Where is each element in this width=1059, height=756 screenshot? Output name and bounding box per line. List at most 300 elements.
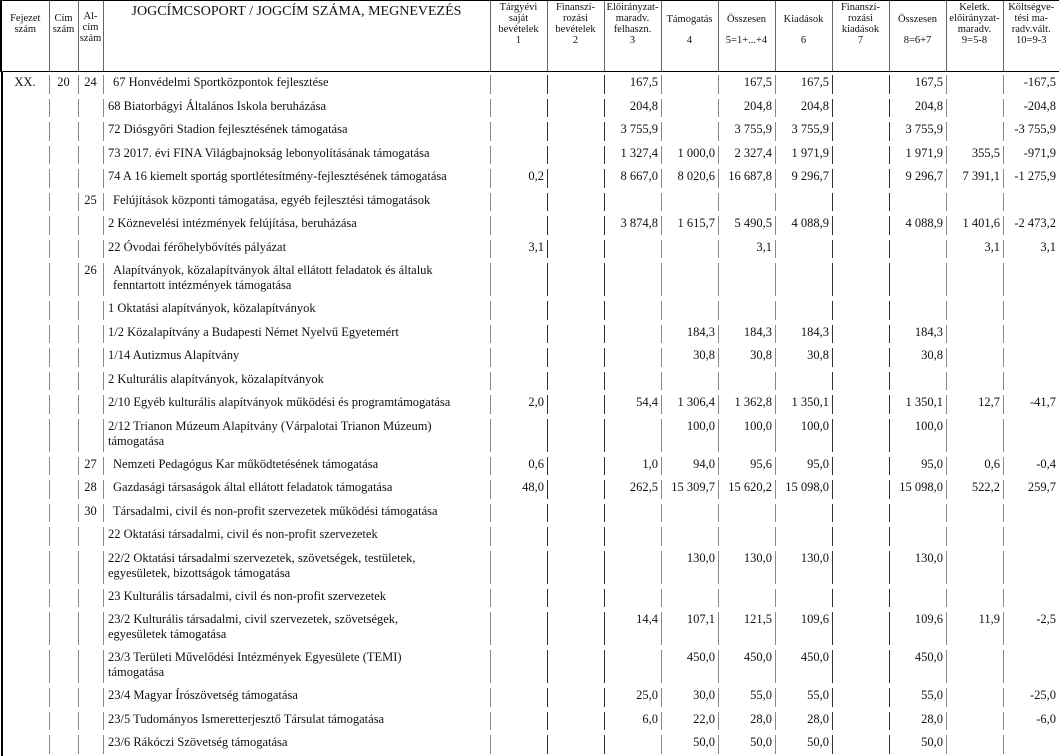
- value-cell-4: [661, 260, 718, 298]
- cim-cell: [49, 345, 78, 369]
- cim-cell: [49, 647, 78, 685]
- value-cell-5: 1 362,8: [718, 392, 775, 416]
- value-cell-8: 15 098,0: [889, 477, 946, 501]
- value-cell-2: [547, 586, 604, 610]
- value-cell-2: [547, 166, 604, 190]
- alcim-cell: 26: [78, 260, 103, 298]
- value-cell-8: 30,8: [889, 345, 946, 369]
- value-cell-7: [832, 345, 889, 369]
- table-body: [1, 72, 1059, 756]
- value-cell-2: [547, 416, 604, 454]
- value-cell-4: 30,0: [661, 685, 718, 709]
- fejezet-cell: [1, 96, 49, 120]
- header-col-8: [889, 1, 946, 72]
- value-cell-2: [547, 298, 604, 322]
- table-row: [1, 119, 1059, 143]
- value-cell-6: 50,0: [775, 732, 832, 756]
- value-cell-6: [775, 524, 832, 548]
- table-row: [1, 345, 1059, 369]
- value-cell-6: 15 098,0: [775, 477, 832, 501]
- value-cell-1: [490, 647, 547, 685]
- value-cell-9: [946, 416, 1003, 454]
- value-cell-9: [946, 72, 1003, 96]
- name-cell: 1/14 Autizmus Alapítvány: [103, 345, 490, 369]
- header-col-7: [832, 1, 889, 72]
- value-cell-5: [718, 190, 775, 214]
- table-header: [1, 1, 1059, 72]
- value-cell-4: 100,0: [661, 416, 718, 454]
- fejezet-cell: XX.: [1, 72, 49, 96]
- value-cell-6: 1 350,1: [775, 392, 832, 416]
- value-cell-8: 109,6: [889, 609, 946, 647]
- header-number: 3: [605, 35, 661, 46]
- value-cell-4: [661, 72, 718, 96]
- name-cell: 1 Oktatási alapítványok, közalapítványok: [103, 298, 490, 322]
- value-cell-9: 12,7: [946, 392, 1003, 416]
- header-col-4: [661, 1, 718, 72]
- value-cell-2: [547, 454, 604, 478]
- cim-cell: [49, 609, 78, 647]
- value-cell-8: 184,3: [889, 322, 946, 346]
- value-cell-7: [832, 548, 889, 586]
- value-cell-8: 100,0: [889, 416, 946, 454]
- value-cell-2: [547, 260, 604, 298]
- value-cell-3: [604, 322, 661, 346]
- value-cell-9: [946, 345, 1003, 369]
- cim-cell: [49, 237, 78, 261]
- value-cell-5: [718, 524, 775, 548]
- alcim-cell: [78, 322, 103, 346]
- alcim-cell: [78, 685, 103, 709]
- table-row: [1, 524, 1059, 548]
- value-cell-8: 130,0: [889, 548, 946, 586]
- value-cell-1: [490, 190, 547, 214]
- value-cell-2: [547, 548, 604, 586]
- alcim-cell: [78, 119, 103, 143]
- value-cell-3: [604, 260, 661, 298]
- value-cell-2: [547, 392, 604, 416]
- value-cell-7: [832, 501, 889, 525]
- value-cell-6: 204,8: [775, 96, 832, 120]
- name-cell: 74 A 16 kiemelt sportág sportlétesítmény-fejlesztésének támogatása: [103, 166, 490, 190]
- cim-cell: [49, 166, 78, 190]
- value-cell-4: 107,1: [661, 609, 718, 647]
- alcim-cell: 24: [78, 72, 103, 96]
- fejezet-cell: [1, 586, 49, 610]
- value-cell-8: 9 296,7: [889, 166, 946, 190]
- value-cell-7: [832, 260, 889, 298]
- value-cell-9: [946, 260, 1003, 298]
- table-row: [1, 416, 1059, 454]
- alcim-cell: [78, 369, 103, 393]
- value-cell-4: [661, 96, 718, 120]
- value-cell-3: [604, 298, 661, 322]
- value-cell-9: [946, 501, 1003, 525]
- value-cell-10: -25,0: [1003, 685, 1059, 709]
- value-cell-5: 121,5: [718, 609, 775, 647]
- alcim-cell: 28: [78, 477, 103, 501]
- value-cell-1: [490, 143, 547, 167]
- value-cell-3: 3 874,8: [604, 213, 661, 237]
- value-cell-2: [547, 609, 604, 647]
- value-cell-7: [832, 709, 889, 733]
- header-label: Összesen: [719, 1, 775, 25]
- value-cell-10: -204,8: [1003, 96, 1059, 120]
- alcim-cell: 30: [78, 501, 103, 525]
- cim-cell: [49, 260, 78, 298]
- table-row: [1, 548, 1059, 586]
- value-cell-1: [490, 345, 547, 369]
- name-cell: 23/4 Magyar Írószövetség támogatása: [103, 685, 490, 709]
- value-cell-10: [1003, 190, 1059, 214]
- value-cell-1: 2,0: [490, 392, 547, 416]
- value-cell-9: [946, 586, 1003, 610]
- value-cell-10: -1 275,9: [1003, 166, 1059, 190]
- value-cell-3: 1,0: [604, 454, 661, 478]
- value-cell-8: 204,8: [889, 96, 946, 120]
- value-cell-2: [547, 477, 604, 501]
- cim-cell: [49, 586, 78, 610]
- value-cell-9: 11,9: [946, 609, 1003, 647]
- table-row: [1, 213, 1059, 237]
- value-cell-7: [832, 369, 889, 393]
- header-number: 5=1+...+4: [719, 35, 775, 46]
- header-label: Összesen: [890, 1, 946, 25]
- value-cell-9: [946, 548, 1003, 586]
- value-cell-6: 100,0: [775, 416, 832, 454]
- value-cell-5: 30,8: [718, 345, 775, 369]
- header-label: Támogatás: [662, 1, 718, 25]
- value-cell-10: [1003, 548, 1059, 586]
- alcim-cell: [78, 586, 103, 610]
- table-row: [1, 477, 1059, 501]
- table-row: [1, 454, 1059, 478]
- value-cell-3: [604, 416, 661, 454]
- value-cell-4: 30,8: [661, 345, 718, 369]
- alcim-cell: [78, 237, 103, 261]
- cim-cell: [49, 369, 78, 393]
- value-cell-3: 167,5: [604, 72, 661, 96]
- value-cell-4: [661, 369, 718, 393]
- value-cell-1: 48,0: [490, 477, 547, 501]
- header-number: 9=5-8: [947, 35, 1003, 46]
- name-cell: 67 Honvédelmi Sportközpontok fejlesztése: [103, 72, 490, 96]
- header-number: 7: [833, 35, 889, 46]
- alcim-cell: 25: [78, 190, 103, 214]
- header-number: 1: [491, 35, 547, 46]
- value-cell-10: -2,5: [1003, 609, 1059, 647]
- value-cell-5: 15 620,2: [718, 477, 775, 501]
- value-cell-6: 4 088,9: [775, 213, 832, 237]
- name-cell: Alapítványok, közalapítványok által ellátott feladatok és általuk fenntartott intézmények támogatása: [103, 260, 490, 298]
- alcim-cell: [78, 143, 103, 167]
- value-cell-1: [490, 501, 547, 525]
- value-cell-4: 94,0: [661, 454, 718, 478]
- value-cell-1: 0,6: [490, 454, 547, 478]
- fejezet-cell: [1, 237, 49, 261]
- value-cell-9: [946, 96, 1003, 120]
- alcim-cell: [78, 732, 103, 756]
- value-cell-6: 30,8: [775, 345, 832, 369]
- value-cell-2: [547, 119, 604, 143]
- alcim-cell: [78, 609, 103, 647]
- value-cell-7: [832, 237, 889, 261]
- value-cell-1: [490, 586, 547, 610]
- value-cell-2: [547, 501, 604, 525]
- fejezet-cell: [1, 369, 49, 393]
- fejezet-cell: [1, 609, 49, 647]
- alcim-cell: [78, 96, 103, 120]
- value-cell-2: [547, 322, 604, 346]
- value-cell-8: [889, 524, 946, 548]
- value-cell-7: [832, 143, 889, 167]
- table-row: [1, 260, 1059, 298]
- value-cell-2: [547, 190, 604, 214]
- value-cell-1: [490, 96, 547, 120]
- value-cell-7: [832, 166, 889, 190]
- alcim-cell: [78, 416, 103, 454]
- header-label: Tárgyévi saját bevételek: [491, 1, 547, 35]
- value-cell-7: [832, 647, 889, 685]
- value-cell-7: [832, 732, 889, 756]
- header-label: Kiadások: [776, 1, 832, 25]
- value-cell-1: [490, 524, 547, 548]
- header-col-5: [718, 1, 775, 72]
- value-cell-7: [832, 119, 889, 143]
- value-cell-6: 167,5: [775, 72, 832, 96]
- value-cell-1: [490, 213, 547, 237]
- cim-cell: [49, 524, 78, 548]
- fejezet-cell: [1, 143, 49, 167]
- value-cell-3: [604, 548, 661, 586]
- header-number: 8=6+7: [890, 35, 946, 46]
- table-row: [1, 392, 1059, 416]
- fejezet-cell: [1, 119, 49, 143]
- cim-cell: [49, 119, 78, 143]
- value-cell-3: [604, 524, 661, 548]
- name-cell: 23/6 Rákóczi Szövetség támogatása: [103, 732, 490, 756]
- header-number: 10=9-3: [1004, 35, 1059, 46]
- value-cell-1: [490, 548, 547, 586]
- value-cell-4: 450,0: [661, 647, 718, 685]
- value-cell-8: 50,0: [889, 732, 946, 756]
- value-cell-9: 3,1: [946, 237, 1003, 261]
- fejezet-cell: [1, 322, 49, 346]
- value-cell-2: [547, 345, 604, 369]
- value-cell-8: 28,0: [889, 709, 946, 733]
- value-cell-3: 262,5: [604, 477, 661, 501]
- header-col-1: [490, 1, 547, 72]
- value-cell-6: [775, 369, 832, 393]
- value-cell-5: 28,0: [718, 709, 775, 733]
- fejezet-cell: [1, 647, 49, 685]
- value-cell-5: 3 755,9: [718, 119, 775, 143]
- table-row: [1, 501, 1059, 525]
- value-cell-9: [946, 369, 1003, 393]
- value-cell-4: 184,3: [661, 322, 718, 346]
- value-cell-10: -167,5: [1003, 72, 1059, 96]
- cim-cell: [49, 416, 78, 454]
- value-cell-10: [1003, 647, 1059, 685]
- value-cell-6: [775, 501, 832, 525]
- table-row: [1, 237, 1059, 261]
- value-cell-7: [832, 586, 889, 610]
- value-cell-5: 55,0: [718, 685, 775, 709]
- value-cell-3: 14,4: [604, 609, 661, 647]
- value-cell-6: 450,0: [775, 647, 832, 685]
- value-cell-10: [1003, 524, 1059, 548]
- value-cell-1: [490, 369, 547, 393]
- table-row: [1, 369, 1059, 393]
- value-cell-1: [490, 609, 547, 647]
- value-cell-6: 55,0: [775, 685, 832, 709]
- cim-cell: [49, 501, 78, 525]
- name-cell: 1/2 Közalapítvány a Budapesti Német Nyelvű Egyetemért: [103, 322, 490, 346]
- header-label: Keletk. előirányzat- maradv.: [947, 1, 1003, 35]
- value-cell-8: [889, 260, 946, 298]
- value-cell-10: [1003, 345, 1059, 369]
- value-cell-6: 130,0: [775, 548, 832, 586]
- cim-cell: [49, 709, 78, 733]
- fejezet-cell: [1, 548, 49, 586]
- value-cell-5: 184,3: [718, 322, 775, 346]
- table-row: [1, 647, 1059, 685]
- fejezet-cell: [1, 709, 49, 733]
- fejezet-cell: [1, 501, 49, 525]
- value-cell-9: [946, 647, 1003, 685]
- value-cell-10: 259,7: [1003, 477, 1059, 501]
- alcim-cell: [78, 166, 103, 190]
- name-cell: 73 2017. évi FINA Világbajnokság lebonyolításának támogatása: [103, 143, 490, 167]
- value-cell-7: [832, 213, 889, 237]
- value-cell-8: 450,0: [889, 647, 946, 685]
- cim-cell: [49, 322, 78, 346]
- value-cell-7: [832, 477, 889, 501]
- value-cell-8: [889, 586, 946, 610]
- value-cell-6: [775, 586, 832, 610]
- value-cell-10: 3,1: [1003, 237, 1059, 261]
- name-cell: 22/2 Oktatási társadalmi szervezetek, szövetségek, testületek, egyesületek, bizottságok támogatása: [103, 548, 490, 586]
- header-cim: Cím szám: [49, 1, 78, 72]
- header-number: 4: [662, 35, 718, 46]
- value-cell-10: [1003, 586, 1059, 610]
- header-col-6: [775, 1, 832, 72]
- value-cell-10: -0,4: [1003, 454, 1059, 478]
- value-cell-9: 1 401,6: [946, 213, 1003, 237]
- value-cell-2: [547, 732, 604, 756]
- header-col-2: [547, 1, 604, 72]
- value-cell-3: 1 327,4: [604, 143, 661, 167]
- value-cell-1: 0,2: [490, 166, 547, 190]
- value-cell-5: 130,0: [718, 548, 775, 586]
- value-cell-1: [490, 685, 547, 709]
- fejezet-cell: [1, 345, 49, 369]
- value-cell-3: [604, 732, 661, 756]
- name-cell: Nemzeti Pedagógus Kar működtetésének támogatása: [103, 454, 490, 478]
- value-cell-9: [946, 685, 1003, 709]
- value-cell-8: 95,0: [889, 454, 946, 478]
- value-cell-3: [604, 345, 661, 369]
- value-cell-9: 0,6: [946, 454, 1003, 478]
- table-row: [1, 190, 1059, 214]
- value-cell-4: 130,0: [661, 548, 718, 586]
- table-row: [1, 685, 1059, 709]
- name-cell: 22 Óvodai férőhelybővítés pályázat: [103, 237, 490, 261]
- value-cell-1: [490, 298, 547, 322]
- value-cell-4: 1 000,0: [661, 143, 718, 167]
- cim-cell: [49, 732, 78, 756]
- value-cell-9: [946, 322, 1003, 346]
- value-cell-8: 55,0: [889, 685, 946, 709]
- value-cell-4: 1 306,4: [661, 392, 718, 416]
- cim-cell: [49, 298, 78, 322]
- value-cell-9: 355,5: [946, 143, 1003, 167]
- header-col-3: [604, 1, 661, 72]
- cim-cell: [49, 477, 78, 501]
- value-cell-8: [889, 298, 946, 322]
- value-cell-2: [547, 685, 604, 709]
- fejezet-cell: [1, 524, 49, 548]
- value-cell-3: 3 755,9: [604, 119, 661, 143]
- name-cell: Gazdasági társaságok által ellátott feladatok támogatása: [103, 477, 490, 501]
- value-cell-6: [775, 237, 832, 261]
- value-cell-5: 50,0: [718, 732, 775, 756]
- value-cell-9: 522,2: [946, 477, 1003, 501]
- table-row: [1, 609, 1059, 647]
- value-cell-7: [832, 454, 889, 478]
- cim-cell: [49, 685, 78, 709]
- value-cell-8: [889, 190, 946, 214]
- value-cell-1: [490, 260, 547, 298]
- value-cell-6: 109,6: [775, 609, 832, 647]
- value-cell-2: [547, 524, 604, 548]
- header-col-10: [1003, 1, 1059, 72]
- name-cell: Felújítások központi támogatása, egyéb fejlesztési támogatások: [103, 190, 490, 214]
- value-cell-5: 2 327,4: [718, 143, 775, 167]
- name-cell: 23/5 Tudományos Ismeretterjesztő Társulat támogatása: [103, 709, 490, 733]
- name-cell: 2/10 Egyéb kulturális alapítványok működési és programtámogatása: [103, 392, 490, 416]
- value-cell-9: [946, 732, 1003, 756]
- header-label: Finanszí- rozási kiadások: [833, 1, 889, 35]
- header-alcim: Al- cím szám: [78, 1, 103, 72]
- fejezet-cell: [1, 477, 49, 501]
- value-cell-4: 22,0: [661, 709, 718, 733]
- value-cell-10: -41,7: [1003, 392, 1059, 416]
- value-cell-4: 15 309,7: [661, 477, 718, 501]
- value-cell-6: [775, 190, 832, 214]
- value-cell-8: 3 755,9: [889, 119, 946, 143]
- header-title: JOGCÍMCSOPORT / JOGCÍM SZÁMA, MEGNEVEZÉS: [103, 1, 490, 72]
- value-cell-7: [832, 190, 889, 214]
- value-cell-9: [946, 709, 1003, 733]
- value-cell-4: [661, 298, 718, 322]
- value-cell-10: [1003, 416, 1059, 454]
- value-cell-3: 25,0: [604, 685, 661, 709]
- value-cell-5: 450,0: [718, 647, 775, 685]
- fejezet-cell: [1, 454, 49, 478]
- value-cell-8: [889, 237, 946, 261]
- alcim-cell: 27: [78, 454, 103, 478]
- value-cell-7: [832, 609, 889, 647]
- value-cell-10: [1003, 298, 1059, 322]
- value-cell-7: [832, 392, 889, 416]
- value-cell-3: [604, 237, 661, 261]
- value-cell-6: [775, 298, 832, 322]
- value-cell-6: 95,0: [775, 454, 832, 478]
- value-cell-4: [661, 237, 718, 261]
- cim-cell: [49, 548, 78, 586]
- fejezet-cell: [1, 190, 49, 214]
